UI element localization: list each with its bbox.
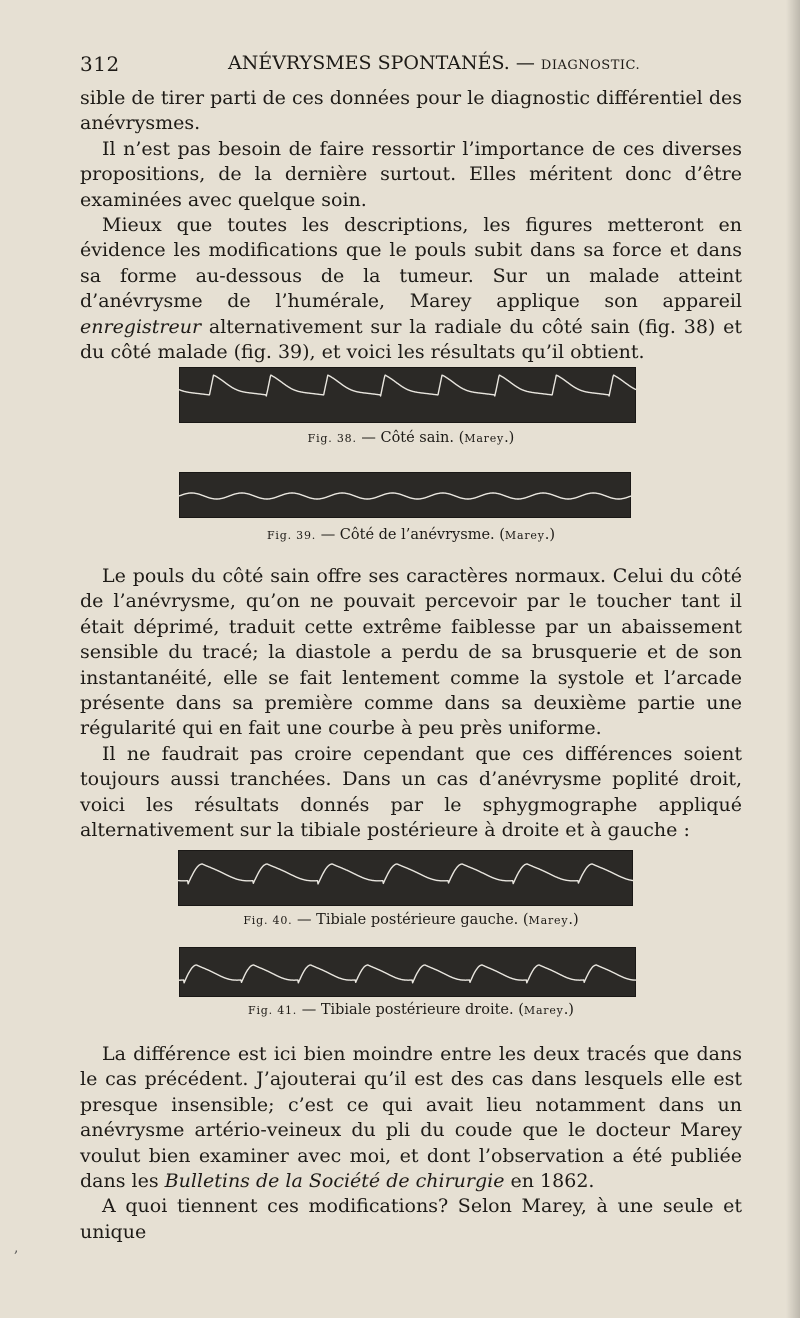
paragraph-text: sible de tirer parti de ces données pour le diagnostic différentiel des anévrysmes.	[80, 87, 742, 135]
paragraph	[80, 564, 742, 742]
paragraph-text: en 1862.	[504, 1170, 595, 1193]
figure-41-pulse-tracing	[179, 947, 636, 997]
paragraph-text: La différence est ici bien moindre entre les deux tracés que dans le cas précédent. J’ajouterai qu’il est des cas dans lesquels elle est presque insensible; c’est ce qui avait lieu notamment dans un anévrysme artério-veineux du pli du coude que le docteur Marey voulut bien examiner avec moi, et dont l’observation a été publiée dans les	[80, 1043, 742, 1193]
running-title: ANÉVRYSMES SPONTANÉS. — DIAGNOSTIC.	[228, 52, 641, 74]
caption-fig-40: Fig. 40. — Tibiale postérieure gauche. (Marey.)	[243, 912, 579, 928]
pulse-trace-left-tibial	[178, 864, 633, 884]
stray-ink-mark: ,	[14, 1240, 19, 1256]
paragraph	[80, 742, 742, 844]
text-block-intro	[80, 86, 742, 365]
caption-fig-41: Fig. 41. — Tibiale postérieure droite. (Marey.)	[248, 1002, 574, 1018]
caption-fig-39: Fig. 39. — Côté de l’anévrysme. (Marey.)	[267, 527, 555, 543]
running-subtitle: DIAGNOSTIC.	[540, 58, 641, 73]
pulse-trace-healthy	[179, 375, 636, 396]
figure-38-pulse-tracing	[179, 367, 636, 423]
text-block-conclusion	[80, 1042, 742, 1245]
italic-text: enregistreur	[80, 315, 202, 338]
text-block-analysis	[80, 564, 742, 843]
paragraph	[80, 86, 742, 137]
paragraph-text: alternativement sur la radiale du côté sain (fig. 38) et du côté malade (fig. 39), et voici les résultats qu’il obtient.	[80, 315, 742, 364]
page-number: 312	[80, 52, 120, 76]
italic-text: Bulletins de la Société de chirurgie	[164, 1170, 505, 1193]
figure-39-pulse-tracing	[179, 472, 631, 518]
figure-40-pulse-tracing	[178, 850, 633, 906]
paragraph	[80, 137, 742, 213]
paragraph-text: A quoi tiennent ces modifications? Selon Marey, à une seule et unique	[80, 1195, 742, 1243]
paragraph	[80, 213, 742, 365]
paragraph-text: Il ne faudrait pas croire cependant que ces différences soient toujours aussi tranchées. Dans un cas d’anévrysme poplité droit, voici les résultats donnés par le sphygmographe appliqué alternativement sur la tibiale postérieure à droite et à gauche :	[80, 742, 742, 842]
paragraph	[80, 1042, 742, 1194]
caption-fig-38: Fig. 38. — Côté sain. (Marey.)	[307, 430, 515, 446]
paragraph-text: Il n’est pas besoin de faire ressortir l’importance de ces diverses propositions, de la dernière surtout. Elles méritent donc d’être examinées avec quelque soin.	[80, 137, 742, 211]
paragraph-text: Mieux que toutes les descriptions, les figures metteront en évidence les modifications que le pouls subit dans sa force et dans sa forme au-dessous de la tumeur. Sur un malade atteint d’anévrysme de l’humérale, Marey applique son appareil	[80, 214, 742, 313]
pulse-trace-aneurysm	[179, 493, 631, 499]
paragraph	[80, 1194, 742, 1245]
paragraph-text: Le pouls du côté sain offre ses caractères normaux. Celui du côté de l’anévrysme, qu’on ne pouvait percevoir par le toucher tant il était déprimé, traduit cette extrême faiblesse par un abaissement sensible du tracé; la diastole a perdu de sa brusquerie et de son instantanéité, elle se fait lentement comme la systole et l’arcade présente dans sa première comme dans sa deuxième partie une régularité qui en fait une courbe à peu près uniforme.	[80, 565, 742, 740]
running-header	[80, 52, 742, 80]
pulse-trace-right-tibial	[179, 965, 636, 983]
